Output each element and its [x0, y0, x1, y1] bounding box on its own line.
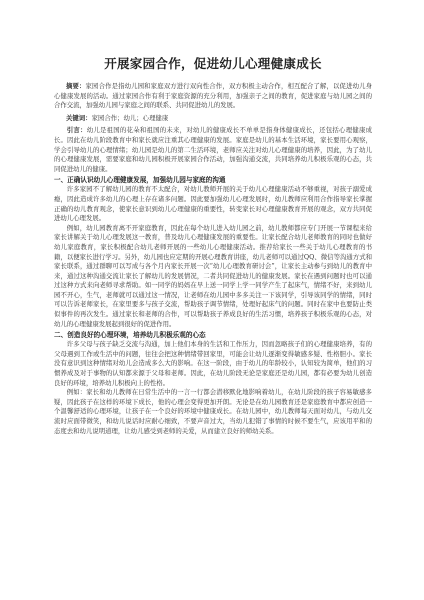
keywords-text: 家园合作；幼儿；心理健康 [91, 113, 169, 122]
intro-text: 幼儿是祖国的花朵和祖国的未来，对幼儿的健康成长不单单是指身体健康成长，还包括心理健康成长。因此在幼儿阶段教育中和家长就应注重其心理健康的发展。家庭是幼儿的基本生活环境，家长要用心观察，学会引导幼儿的心理情绪；幼儿园是幼儿的第二生活环境，老师应关注对幼儿心理健康的培养，因此，为了幼儿的心理健康发展，需要家庭和幼儿园积极开展家园合作活动，加强沟通交流，共同培养幼儿积极乐观的心态，共同促进幼儿的健康。 [54, 126, 372, 173]
section-2-paragraph-1: 许多父母与孩子缺乏交流与沟通，加上他们本身的生活和工作压力，因而忽略孩子们的心理健康培养，有的父母遇到工作或生活中的问题，往往会把这种情绪带回家里，可能会让幼儿逐渐变得敏感多疑、性格胆小。家长没有意识到这种情绪对幼儿会造成多么大的影响。在这一阶段，由于幼儿的年龄较小，认知较为简单，他们的习惯养成及对于事物的认知都来源于父母和老师。因此，在幼儿阶段无论是家庭还是幼儿园，都有必要为幼儿创造良好的环境，培养幼儿积极向上的性格。 [54, 340, 372, 387]
keywords [54, 114, 372, 124]
abstract-text: 家园合作是指幼儿园和家庭双方进行双向性合作，双方积极主动合作，相互配合了解，以促进幼儿身心健康发展的活动。通过家园合作有利于家庭资源的充分利用，加强亲子之间的教育，促进家庭与幼儿园之间的合作交流，加强幼儿园与家庭之间的联系、共同促进幼儿的发展。 [54, 82, 373, 110]
abstract [54, 82, 372, 111]
introduction [54, 126, 372, 174]
section-heading-1: 一、正确认识幼儿心理健康发展，加强幼儿园与家庭的沟通 [54, 176, 226, 185]
intro-label: 引言： [66, 126, 87, 135]
abstract-label: 摘要： [66, 82, 86, 90]
section-1-paragraph-1: 许多家园不了解幼儿园的教育不太配合，对幼儿教师开展的关于幼儿心理健康活动不够重视，对孩子溺爱成瘾，因此造成许多幼儿的心理上存在诸多问题。因此要加强幼儿心理发展时，幼儿教师应利用合作指导家长掌握正确的幼儿教育观念，使家长意识到幼儿心理健康的重要性，转变家长对心理健康教育开展的观念，双方共同促进幼儿心理发展。 [54, 185, 372, 223]
paper-title: 开展家园合作，促进幼儿心理健康成长 [104, 56, 322, 71]
keywords-label: 关键词： [66, 113, 92, 122]
section-1-paragraph-2: 例如，幼儿园教育离不开家庭教育，因此在每个幼儿进入幼儿园之前，幼儿教师都应专门开展一节课程来给家长讲解关于幼儿心理发展这一教育，普及幼儿心理健康发展的重要性。让家长配合幼儿老师教育的同时也做好幼儿家庭教育，家长积极配合幼儿老师开展的一些幼儿心理健康活动。推荐给家长一些关于幼儿心理教育的书籍，以便家长进行学习。另外，幼儿园也应定期的开展心理教育讲座，幼儿老师可以通过QQ、微信等沟通方式和家长联系，通过群聊可以写成与各个月内家长开展一次“幼儿心理教育研讨会”，让家长主动参与到幼儿的教育中来，通过这种沟通交流让家长了解幼儿的发展情况，二者共同促进幼儿的健康发展。家长在遇到问题时也可以通过这种方式来向老师寻求帮助。如一同学的妈妈在早上送一同学上学一同学产生了起床气，情绪不好，来到幼儿园不开心，生气，老师就可以通过这一情况，让老师在幼儿园中多多关注一下该同学，引导该同学的情绪，同时可以告诉老师家长，在家里要多与孩子交流，帮助孩子调节情绪，处理好起床气的问题。同时在家中也要防止类似事件的再次发生。通过家长和老师的合作，可以帮助孩子养成良好的生活习惯，培养孩子积极乐观的心态，对幼儿的心理健康发展起到很好的促进作用。 [54, 223, 372, 328]
section-2-paragraph-2: 例如：家长和幼儿教师在日常生活中的一言一行都会潜移默化地影响着幼儿，在幼儿阶段的孩子容易敏感多疑，因此孩子在这样的环境下成长，他的心理会变得更加开朗。无论是在幼儿园教育还是家庭教育中都应创造一个温馨舒适的心理环境，让孩子在一个良好的环境中健康成长。在幼儿园中，幼儿教师每天面对幼儿，与幼儿交流时应面带微笑，和幼儿说话时应耐心细致，不要声音过大，当幼儿犯错了事情的时候不要生气，应该用平和的态度去和幼儿说明道理，让幼儿感受到老师的关爱，从而建立良好的师幼关系。 [54, 388, 372, 435]
section-heading-2: 二、创造良好的心理环境，培养幼儿积极乐观的心态 [54, 331, 206, 340]
